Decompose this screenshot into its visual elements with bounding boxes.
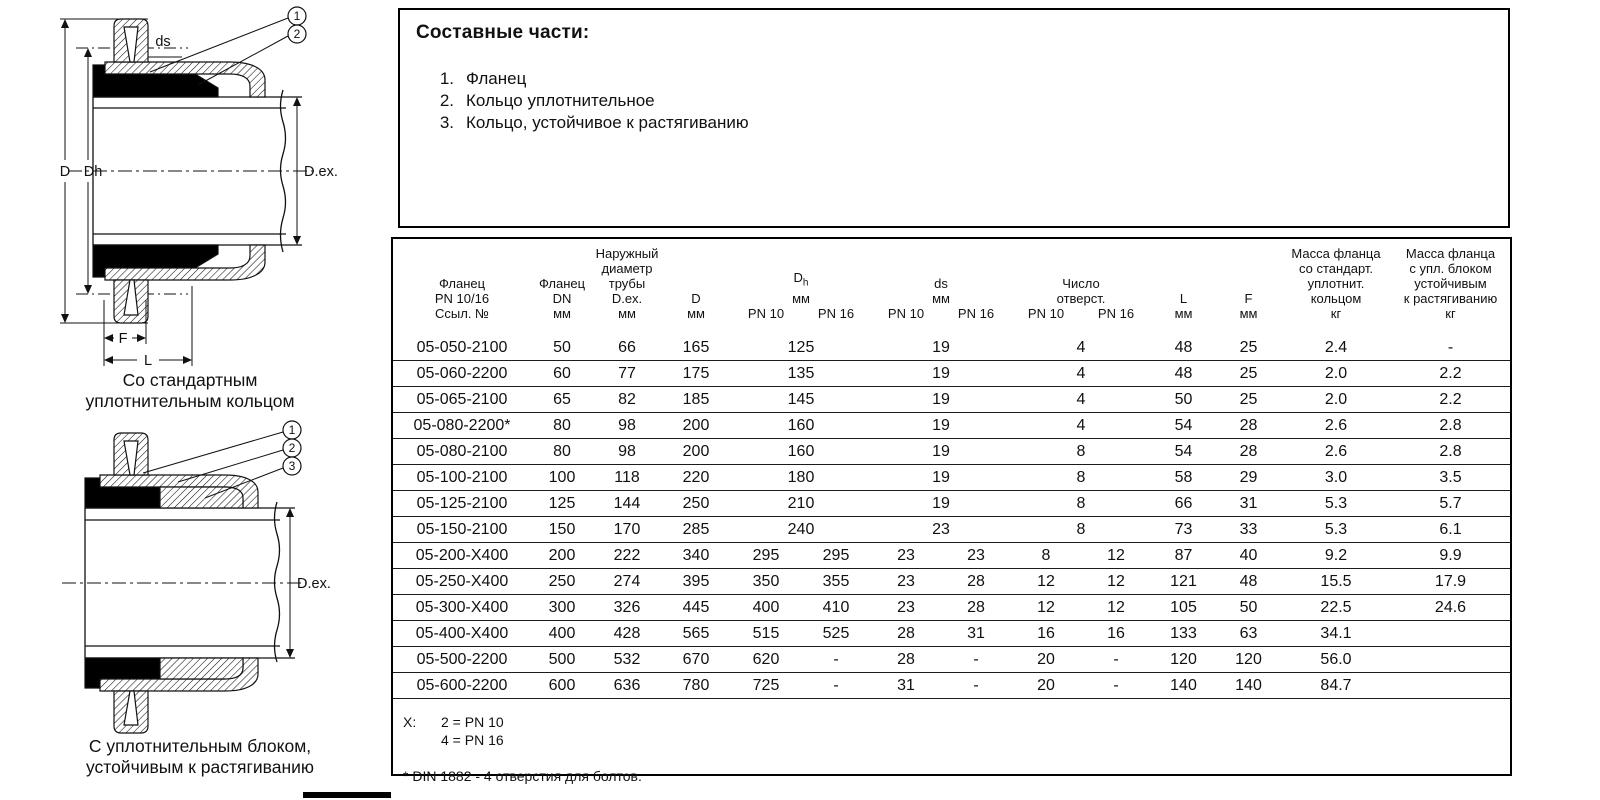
cell-f: 50 <box>1216 595 1281 621</box>
cell-dh-pn16: - <box>801 673 871 699</box>
component-parts-box <box>398 8 1510 228</box>
cell-l: 54 <box>1151 413 1216 439</box>
cell-mass-standard: 84.7 <box>1281 673 1391 699</box>
cell-f: 48 <box>1216 569 1281 595</box>
cell-f: 29 <box>1216 465 1281 491</box>
cell-holes: 4 <box>1011 335 1151 361</box>
label-L: L <box>143 353 153 368</box>
item-number: 1. <box>439 69 454 88</box>
cell-d: 285 <box>661 517 731 543</box>
cell-dn: 65 <box>531 387 593 413</box>
cell-dex: 428 <box>593 621 661 647</box>
table-row <box>393 673 1510 699</box>
flange-drawing-standard <box>0 0 390 368</box>
cell-d: 200 <box>661 413 731 439</box>
leader-2 <box>198 36 288 85</box>
cell-ds-pn16: - <box>941 647 1011 673</box>
cell-l: 121 <box>1151 569 1216 595</box>
item-label: Кольцо, устойчивое к растягиванию <box>466 113 749 132</box>
cell-l: 133 <box>1151 621 1216 647</box>
x-code-note: X: 2 = PN 10 4 = PN 16 <box>403 714 504 748</box>
cell-dex: 636 <box>593 673 661 699</box>
cell-dn: 400 <box>531 621 593 647</box>
cell-mass-tension: 6.1 <box>1391 517 1510 543</box>
din-note: * DIN 1882 - 4 отверстия для болтов. <box>403 768 642 784</box>
cell-dh: 180 <box>731 465 871 491</box>
cell-dh-pn16: 355 <box>801 569 871 595</box>
cell-f: 120 <box>1216 647 1281 673</box>
cell-dn: 60 <box>531 361 593 387</box>
label-Dex: D.ex. <box>297 576 331 592</box>
table-row <box>393 387 1510 413</box>
cell-dh-pn16: 295 <box>801 543 871 569</box>
cell-dh: 160 <box>731 439 871 465</box>
cell-ds-pn16: 23 <box>941 543 1011 569</box>
label-F: F <box>118 331 128 347</box>
cell-d: 670 <box>661 647 731 673</box>
cell-ds: 19 <box>871 465 1011 491</box>
cell-holes: 8 <box>1011 517 1151 543</box>
cell-holes-pn10: 8 <box>1011 543 1081 569</box>
caption-tension-resistant: С уплотнительным блоком, устойчивым к растягиванию <box>85 736 315 777</box>
table-row <box>393 413 1510 439</box>
cell-mass-tension: 3.5 <box>1391 465 1510 491</box>
col-header-dn: Фланец DN мм <box>538 276 586 321</box>
x-label: X: <box>403 714 417 730</box>
cell-holes: 8 <box>1011 439 1151 465</box>
cell-l: 105 <box>1151 595 1216 621</box>
cell-ds-pn16: 28 <box>941 595 1011 621</box>
cell-mass-standard: 2.6 <box>1281 413 1391 439</box>
cell-dh-pn10: 515 <box>731 621 801 647</box>
cell-dn: 200 <box>531 543 593 569</box>
cell-dh: 135 <box>731 361 871 387</box>
cell-dex: 98 <box>593 439 661 465</box>
label-D: D <box>59 164 71 180</box>
cell-dh-pn10: 350 <box>731 569 801 595</box>
cell-mass-tension: - <box>1391 335 1510 361</box>
cell-ref: 05-050-2100 <box>393 335 531 361</box>
cell-d: 220 <box>661 465 731 491</box>
cell-f: 31 <box>1216 491 1281 517</box>
cell-dh-pn10: 620 <box>731 647 801 673</box>
cell-dex: 77 <box>593 361 661 387</box>
cell-dn: 150 <box>531 517 593 543</box>
flange-table-body <box>393 335 1510 699</box>
cell-holes: 4 <box>1011 387 1151 413</box>
col-header-d: D мм <box>687 291 705 321</box>
col-header-l: L мм <box>1174 291 1193 321</box>
col-header-dex: Наружный диаметр трубы D.ex. мм <box>595 246 659 321</box>
list-item <box>430 90 1508 112</box>
cell-mass-tension <box>1391 621 1510 647</box>
cell-l: 48 <box>1151 361 1216 387</box>
tension-ring-top <box>160 487 243 508</box>
cell-holes-pn10: 16 <box>1011 621 1081 647</box>
cell-mass-tension: 2.8 <box>1391 439 1510 465</box>
cell-f: 33 <box>1216 517 1281 543</box>
cell-ds-pn10: 23 <box>871 569 941 595</box>
cell-mass-tension: 24.6 <box>1391 595 1510 621</box>
cell-dh: 125 <box>731 335 871 361</box>
cell-d: 250 <box>661 491 731 517</box>
table-row <box>393 621 1510 647</box>
cell-d: 445 <box>661 595 731 621</box>
cell-ref: 05-500-2200 <box>393 647 531 673</box>
cell-mass-tension <box>1391 647 1510 673</box>
col-header-mass-tension: Масса фланца с упл. блоком устойчивым к растягиванию кг <box>1403 246 1498 321</box>
cell-mass-tension: 17.9 <box>1391 569 1510 595</box>
cell-d: 340 <box>661 543 731 569</box>
cell-l: 87 <box>1151 543 1216 569</box>
callout-1-number: 1 <box>293 9 301 23</box>
cell-ref: 05-250-X400 <box>393 569 531 595</box>
specification-table-box <box>391 237 1512 784</box>
cell-holes-pn16: 12 <box>1081 595 1151 621</box>
cell-mass-tension: 2.8 <box>1391 413 1510 439</box>
label-Dex: D.ex. <box>304 164 338 180</box>
cell-holes-pn10: 12 <box>1011 595 1081 621</box>
cell-dh-pn16: - <box>801 647 871 673</box>
cell-d: 175 <box>661 361 731 387</box>
cell-holes-pn10: 20 <box>1011 673 1081 699</box>
cell-dn: 100 <box>531 465 593 491</box>
cell-dex: 66 <box>593 335 661 361</box>
cell-l: 140 <box>1151 673 1216 699</box>
cell-dn: 50 <box>531 335 593 361</box>
cell-holes-pn16: - <box>1081 647 1151 673</box>
table-row <box>393 465 1510 491</box>
table-row <box>393 335 1510 361</box>
cell-f: 140 <box>1216 673 1281 699</box>
cell-dh-pn10: 725 <box>731 673 801 699</box>
callout-2-number: 2 <box>288 441 296 455</box>
cell-d: 565 <box>661 621 731 647</box>
cell-l: 58 <box>1151 465 1216 491</box>
col-header-ref: Фланец PN 10/16 Ссыл. № <box>434 276 490 321</box>
callout-2-number: 2 <box>293 27 301 41</box>
col-group-dh: $D_h$ мм PN 10 PN 16 <box>747 270 855 321</box>
cell-mass-standard: 2.0 <box>1281 387 1391 413</box>
cell-l: 66 <box>1151 491 1216 517</box>
cell-ref: 05-200-X400 <box>393 543 531 569</box>
cell-mass-standard: 15.5 <box>1281 569 1391 595</box>
cell-dex: 326 <box>593 595 661 621</box>
cell-dn: 300 <box>531 595 593 621</box>
cell-dn: 80 <box>531 439 593 465</box>
page-edge-artifact <box>303 792 391 798</box>
cell-ref: 05-080-2100 <box>393 439 531 465</box>
col-group-ds: ds мм PN 10 PN 16 <box>887 276 995 321</box>
cell-ds-pn10: 23 <box>871 595 941 621</box>
cell-dex: 98 <box>593 413 661 439</box>
cell-mass-standard: 3.0 <box>1281 465 1391 491</box>
cell-f: 40 <box>1216 543 1281 569</box>
callout-1-number: 1 <box>288 423 296 437</box>
cell-ref: 05-080-2200* <box>393 413 531 439</box>
cell-dh-pn10: 295 <box>731 543 801 569</box>
cell-ds: 19 <box>871 413 1011 439</box>
cell-ds: 19 <box>871 335 1011 361</box>
table-footnotes <box>403 713 1510 785</box>
item-label: Кольцо уплотнительное <box>466 91 655 110</box>
item-number: 2. <box>439 91 454 110</box>
cell-l: 50 <box>1151 387 1216 413</box>
cell-dex: 170 <box>593 517 661 543</box>
cell-ds: 23 <box>871 517 1011 543</box>
cell-ref: 05-125-2100 <box>393 491 531 517</box>
cell-dh: 160 <box>731 413 871 439</box>
cell-ref: 05-150-2100 <box>393 517 531 543</box>
cell-dex: 118 <box>593 465 661 491</box>
cell-holes: 4 <box>1011 361 1151 387</box>
cell-ds: 19 <box>871 387 1011 413</box>
cell-l: 73 <box>1151 517 1216 543</box>
cell-mass-standard: 2.4 <box>1281 335 1391 361</box>
cell-ds: 19 <box>871 439 1011 465</box>
cell-mass-standard: 9.2 <box>1281 543 1391 569</box>
table-row <box>393 491 1510 517</box>
cell-holes-pn16: - <box>1081 673 1151 699</box>
cell-d: 780 <box>661 673 731 699</box>
cell-ds-pn10: 28 <box>871 621 941 647</box>
caption-standard-ring: Со стандартным уплотнительным кольцом <box>85 370 295 411</box>
pipe-break-line <box>275 502 280 662</box>
table-row <box>393 439 1510 465</box>
cell-mass-standard: 2.6 <box>1281 439 1391 465</box>
cell-dn: 125 <box>531 491 593 517</box>
cell-dex: 82 <box>593 387 661 413</box>
callout-3-number: 3 <box>288 459 296 473</box>
cell-dex: 222 <box>593 543 661 569</box>
cell-holes-pn10: 12 <box>1011 569 1081 595</box>
cell-holes: 8 <box>1011 491 1151 517</box>
cell-dh: 240 <box>731 517 871 543</box>
cell-ds-pn16: 28 <box>941 569 1011 595</box>
cell-holes-pn16: 16 <box>1081 621 1151 647</box>
cell-ds-pn10: 28 <box>871 647 941 673</box>
cell-mass-tension: 2.2 <box>1391 387 1510 413</box>
cell-mass-tension: 5.7 <box>1391 491 1510 517</box>
cell-d: 395 <box>661 569 731 595</box>
cell-mass-tension <box>1391 673 1510 699</box>
parts-list <box>430 68 1508 134</box>
flange-drawing-tension-resistant <box>0 420 390 736</box>
item-label: Фланец <box>466 69 527 88</box>
cell-ds: 19 <box>871 361 1011 387</box>
label-ds: ds <box>155 34 171 50</box>
cell-ref: 05-400-X400 <box>393 621 531 647</box>
callouts-bottom-drawing <box>283 421 301 475</box>
cell-mass-standard: 22.5 <box>1281 595 1391 621</box>
cell-dn: 80 <box>531 413 593 439</box>
cell-dn: 500 <box>531 647 593 673</box>
cell-d: 165 <box>661 335 731 361</box>
cell-ds-pn10: 23 <box>871 543 941 569</box>
cell-dex: 532 <box>593 647 661 673</box>
cell-d: 200 <box>661 439 731 465</box>
cell-mass-standard: 5.3 <box>1281 491 1391 517</box>
cell-holes-pn16: 12 <box>1081 543 1151 569</box>
col-header-f: F мм <box>1239 291 1258 321</box>
cell-dh: 145 <box>731 387 871 413</box>
table-row <box>393 543 1510 569</box>
cell-dh-pn10: 400 <box>731 595 801 621</box>
cell-f: 25 <box>1216 335 1281 361</box>
cell-ds-pn16: - <box>941 673 1011 699</box>
cell-ref: 05-600-2200 <box>393 673 531 699</box>
callouts-top-drawing <box>288 7 306 43</box>
cell-dh-pn16: 525 <box>801 621 871 647</box>
list-item <box>430 112 1508 134</box>
cell-ds-pn10: 31 <box>871 673 941 699</box>
cell-holes: 8 <box>1011 465 1151 491</box>
table-row <box>393 595 1510 621</box>
list-item <box>430 68 1508 90</box>
cell-mass-standard: 2.0 <box>1281 361 1391 387</box>
cell-f: 63 <box>1216 621 1281 647</box>
cell-d: 185 <box>661 387 731 413</box>
table-header <box>393 239 1510 335</box>
item-number: 3. <box>439 113 454 132</box>
tension-ring-bottom <box>160 658 243 679</box>
cell-ref: 05-060-2200 <box>393 361 531 387</box>
cell-f: 28 <box>1216 413 1281 439</box>
cell-dex: 274 <box>593 569 661 595</box>
cell-mass-tension: 2.2 <box>1391 361 1510 387</box>
cell-dn: 250 <box>531 569 593 595</box>
cell-holes-pn10: 20 <box>1011 647 1081 673</box>
cell-f: 28 <box>1216 439 1281 465</box>
cell-mass-standard: 5.3 <box>1281 517 1391 543</box>
table-row <box>393 647 1510 673</box>
parts-title: Составные части: <box>416 22 590 43</box>
cell-f: 25 <box>1216 361 1281 387</box>
cell-dh-pn16: 410 <box>801 595 871 621</box>
cell-l: 48 <box>1151 335 1216 361</box>
cell-ref: 05-300-X400 <box>393 595 531 621</box>
cell-dex: 144 <box>593 491 661 517</box>
table-row <box>393 517 1510 543</box>
cell-mass-tension: 9.9 <box>1391 543 1510 569</box>
cell-ds: 19 <box>871 491 1011 517</box>
table-row <box>393 361 1510 387</box>
cell-ref: 05-065-2100 <box>393 387 531 413</box>
col-group-holes: Число отверст. PN 10 PN 16 <box>1027 276 1135 321</box>
col-header-mass-standard: Масса фланца со стандарт. уплотнит. кольцом кг <box>1291 246 1381 321</box>
cell-dh: 210 <box>731 491 871 517</box>
cell-l: 120 <box>1151 647 1216 673</box>
leader-1 <box>143 432 283 473</box>
cell-mass-standard: 56.0 <box>1281 647 1391 673</box>
flange-spec-table <box>393 239 1510 699</box>
cell-l: 54 <box>1151 439 1216 465</box>
cell-holes-pn16: 12 <box>1081 569 1151 595</box>
cell-dn: 600 <box>531 673 593 699</box>
cell-mass-standard: 34.1 <box>1281 621 1391 647</box>
cell-holes: 4 <box>1011 413 1151 439</box>
table-row <box>393 569 1510 595</box>
label-Dh: Dh <box>83 164 103 180</box>
cell-ds-pn16: 31 <box>941 621 1011 647</box>
cell-ref: 05-100-2100 <box>393 465 531 491</box>
cell-f: 25 <box>1216 387 1281 413</box>
